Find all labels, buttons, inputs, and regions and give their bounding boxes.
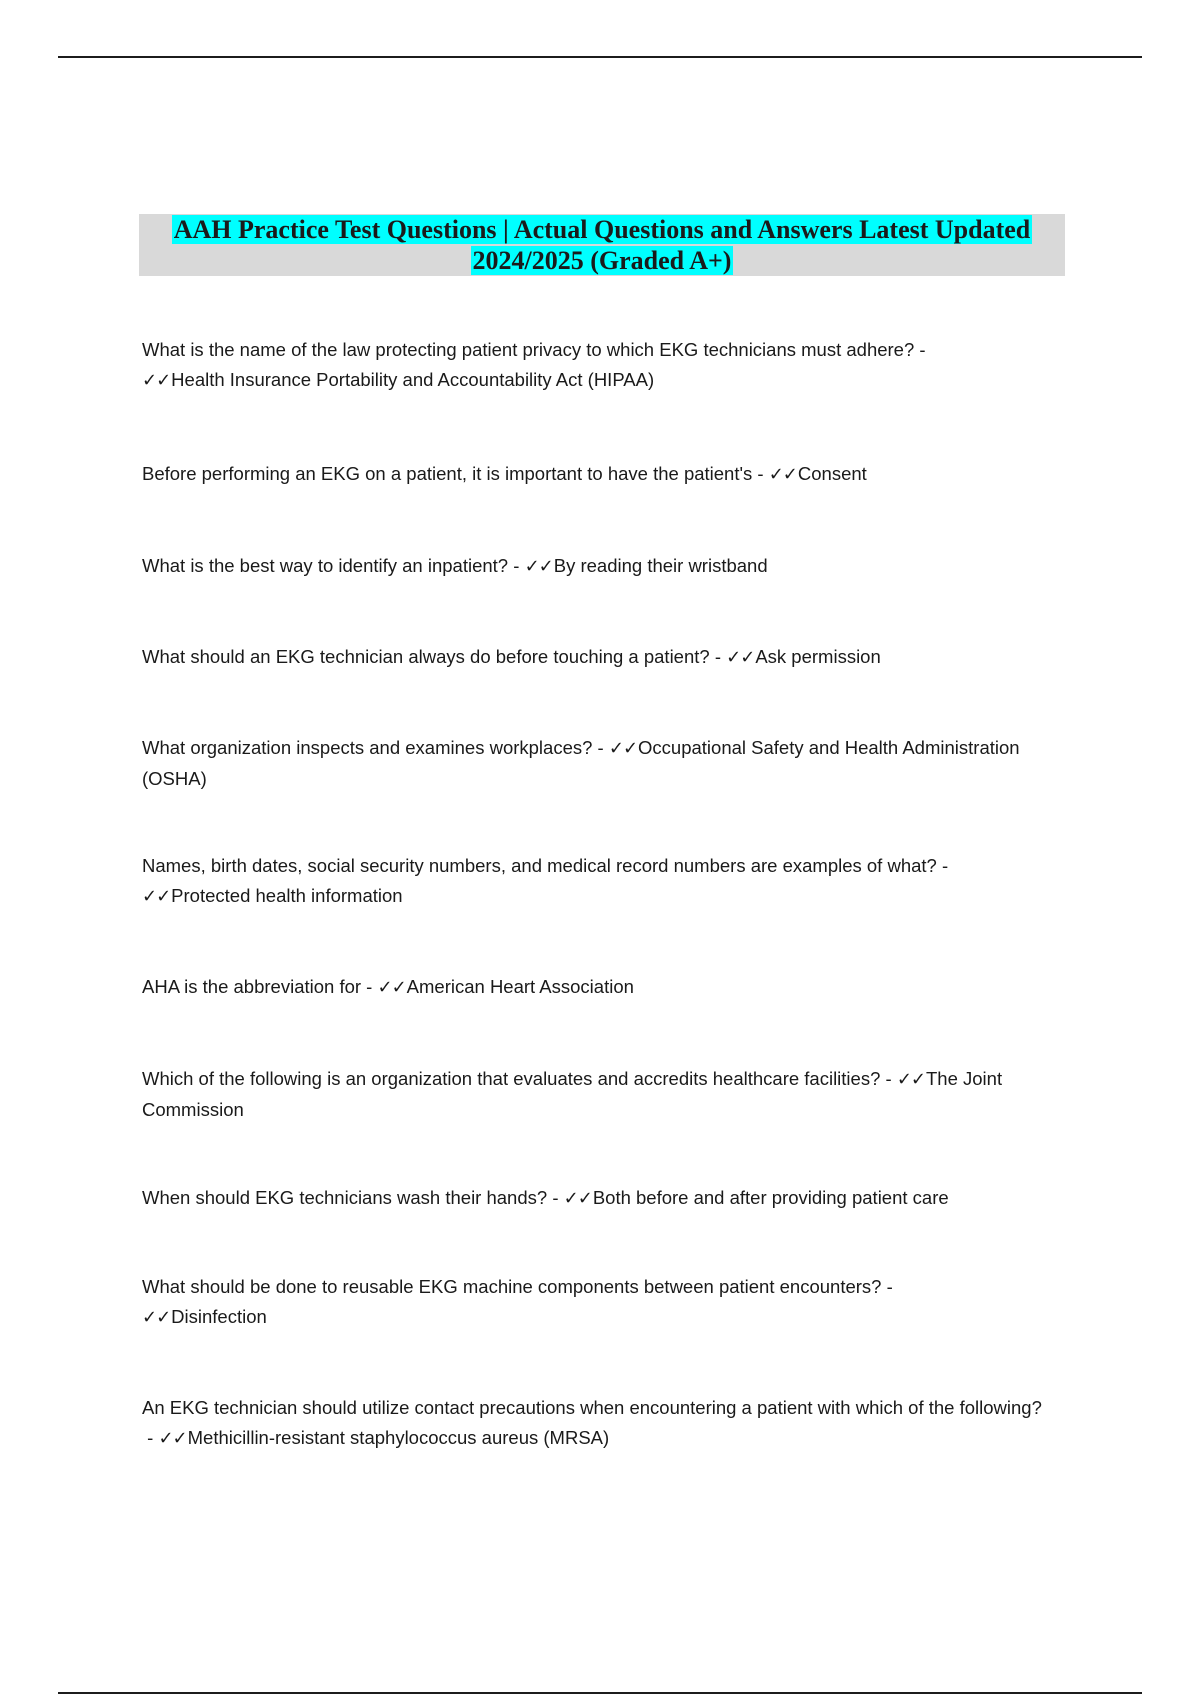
footer-rule [58, 1692, 1142, 1694]
separator: - [752, 463, 769, 484]
double-check-icon: ✓✓ [563, 1188, 592, 1209]
double-check-icon: ✓✓ [768, 464, 797, 485]
separator: - [881, 1276, 898, 1297]
answer-text: By reading their wristband [553, 555, 768, 576]
qa-item [142, 1393, 1042, 1454]
separator: - [709, 646, 727, 667]
double-check-icon: ✓✓ [377, 977, 406, 998]
qa-item [142, 551, 1042, 582]
question-text: What is the name of the law protecting patient privacy to which EKG technicians must adhere? [142, 339, 915, 360]
answer-text: American Heart Association [406, 976, 634, 997]
header-rule [58, 56, 1142, 58]
double-check-icon: ✓✓ [142, 370, 171, 391]
separator: - [142, 1427, 159, 1448]
answer-text: Ask permission [755, 646, 881, 667]
question-text: What organization inspects and examines workplaces? [142, 737, 593, 758]
question-text: What should be done to reusable EKG machine components between patient encounters? [142, 1276, 882, 1297]
qa-item [142, 1272, 1042, 1333]
answer-text: Disinfection [171, 1306, 267, 1327]
separator: - [547, 1187, 564, 1208]
document-title [139, 214, 1065, 276]
separator: - [508, 555, 525, 576]
qa-item [142, 733, 1042, 794]
separator: - [361, 976, 378, 997]
double-check-icon: ✓✓ [524, 556, 553, 577]
question-text: Before performing an EKG on a patient, it is important to have the patient's [142, 463, 753, 484]
separator: - [592, 737, 609, 758]
double-check-icon: ✓✓ [142, 886, 171, 907]
double-check-icon: ✓✓ [158, 1428, 187, 1449]
qa-item [142, 972, 1042, 1003]
answer-text: Consent [797, 463, 867, 484]
question-text: An EKG technician should utilize contact precautions when encountering a patient with which of the following? [142, 1397, 1042, 1418]
answer-text: The Joint Commission [142, 1068, 1003, 1120]
qa-item [142, 1183, 1042, 1214]
answer-text: Health Insurance Portability and Accountability Act (HIPAA) [171, 369, 655, 390]
question-text: What is the best way to identify an inpatient? [142, 555, 509, 576]
separator: - [880, 1068, 897, 1089]
answer-text: Occupational Safety and Health Administration (OSHA) [142, 737, 1020, 789]
answer-text: Protected health information [171, 885, 403, 906]
qa-item [142, 851, 1042, 912]
question-text: What should an EKG technician always do before touching a patient? [142, 646, 710, 667]
qa-item [142, 335, 1042, 396]
question-text: When should EKG technicians wash their hands? [142, 1187, 548, 1208]
separator: - [914, 339, 931, 360]
question-text: Names, birth dates, social security numbers, and medical record numbers are examples of what? [142, 855, 937, 876]
qa-item [142, 459, 1042, 490]
qa-item [142, 642, 1042, 673]
double-check-icon: ✓✓ [608, 738, 638, 759]
document-title-text: AAH Practice Test Questions | Actual Questions and Answers Latest Updated 2024/2025 (Graded A+) [173, 215, 1031, 275]
qa-item [142, 1064, 1042, 1125]
double-check-icon: ✓✓ [142, 1307, 171, 1328]
separator: - [936, 855, 954, 876]
answer-text: Methicillin-resistant staphylococcus aureus (MRSA) [187, 1427, 610, 1448]
double-check-icon: ✓✓ [896, 1069, 925, 1090]
double-check-icon: ✓✓ [726, 647, 755, 668]
question-text: Which of the following is an organization that evaluates and accredits healthcare facilities? [142, 1068, 881, 1089]
answer-text: Both before and after providing patient care [592, 1187, 949, 1208]
question-text: AHA is the abbreviation for [142, 976, 362, 997]
